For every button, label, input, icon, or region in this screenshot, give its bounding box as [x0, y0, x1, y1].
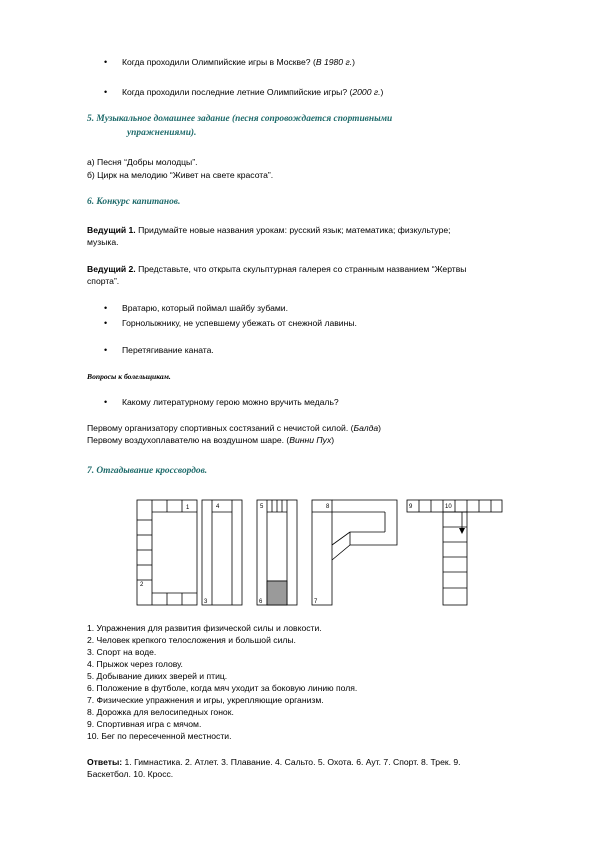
- answers-line2: Баскетбол. 10. Кросс.: [87, 769, 174, 779]
- section5-item-a: а) Песня “Добры молодцы”.: [87, 157, 198, 167]
- section7-title: 7. Отгадывание кроссвордов.: [87, 466, 208, 476]
- section5-item-b: б) Цирк на мелодию “Живет на свете красота”.: [87, 170, 274, 180]
- clue-1: 1. Упражнения для развития физической силы и ловкости.: [87, 623, 322, 633]
- host2-line2: спорта”.: [87, 276, 120, 286]
- fans-line-organizer: Первому организатору спортивных состязаний с нечистой силой. (Балда): [87, 423, 382, 433]
- crossword-t-stem: [443, 512, 467, 605]
- crossword-number-2: 2: [140, 582, 144, 588]
- crossword-c-outline: [137, 500, 197, 605]
- gallery-item-skier: Горнолыжнику, не успевшему убежать от снежной лавины.: [122, 318, 357, 328]
- bullet-marker: •: [104, 397, 108, 407]
- crossword-p2-outline: [312, 500, 332, 605]
- crossword-p-outline: [202, 500, 242, 605]
- crossword-number-5: 5: [260, 504, 264, 510]
- crossword-t-top: [407, 500, 502, 512]
- bullet-marker: •: [104, 318, 108, 328]
- fans-question: Какому литературному герою можно вручить медаль?: [122, 397, 339, 407]
- crossword-arrow-icon: [459, 528, 465, 534]
- crossword-number-4: 4: [216, 504, 220, 510]
- bullet-marker: •: [104, 57, 108, 67]
- crossword-number-8: 8: [326, 504, 330, 510]
- host2-line1: Ведущий 2. Представьте, что открыта скульптурная галерея со странным названием “Жертвы: [87, 264, 467, 274]
- bullet-marker: •: [104, 87, 108, 97]
- section5-title-line1: 5. Музыкальное домашнее задание (песня сопровождается спортивными: [87, 114, 393, 124]
- fans-line-balloonist: Первому воздухоплавателю на воздушном шаре. (Винни Пух): [87, 435, 335, 445]
- fans-questions-label: Вопросы к болельщикам.: [87, 372, 171, 381]
- host1-line2: музыка.: [87, 237, 119, 247]
- answers-line1: Ответы: 1. Гимнастика. 2. Атлет. 3. Плавание. 4. Сальто. 5. Охота. 6. Аут. 7. Спорт. 8. Трек. 9.: [87, 757, 461, 767]
- question-last-olympics: Когда проходили последние летние Олимпийские игры? (2000 г.): [122, 87, 384, 97]
- crossword-shaded-cell: [267, 581, 287, 605]
- host1-line1: Ведущий 1. Придумайте новые названия урокам: русский язык; математика; физкультуре;: [87, 225, 451, 235]
- question-moscow-olympics: Когда проходили Олимпийские игры в Москве? (В 1980 г.): [122, 57, 355, 67]
- crossword-number-7: 7: [314, 599, 318, 605]
- crossword-number-10: 10: [445, 504, 452, 510]
- crossword-number-6: 6: [259, 599, 263, 605]
- section6-title: 6. Конкурс капитанов.: [87, 197, 181, 207]
- bullet-marker: •: [104, 303, 108, 313]
- crossword-number-1: 1: [186, 505, 190, 511]
- gallery-item-tug-of-war: Перетягивание каната.: [122, 345, 214, 355]
- clue-2: 2. Человек крепкого телосложения и большой силы.: [87, 635, 296, 645]
- clue-8: 8. Дорожка для велосипедных гонок.: [87, 707, 234, 717]
- crossword-number-3: 3: [204, 599, 208, 605]
- clue-5: 5. Добывание диких зверей и птиц.: [87, 671, 228, 681]
- clue-7: 7. Физические упражнения и игры, укрепляющие организм.: [87, 695, 324, 705]
- clue-4: 4. Прыжок через голову.: [87, 659, 183, 669]
- gallery-item-goalkeeper: Вратарю, который поймал шайбу зубами.: [122, 303, 288, 313]
- bullet-marker: •: [104, 345, 108, 355]
- crossword-number-9: 9: [409, 504, 413, 510]
- clue-10: 10. Бег по пересеченной местности.: [87, 731, 232, 741]
- clue-3: 3. Спорт на воде.: [87, 647, 157, 657]
- clue-9: 9. Спортивная игра с мячом.: [87, 719, 202, 729]
- section5-title-line2: упражнениями).: [127, 128, 197, 138]
- clue-6: 6. Положение в футболе, когда мяч уходит за боковую линию поля.: [87, 683, 358, 693]
